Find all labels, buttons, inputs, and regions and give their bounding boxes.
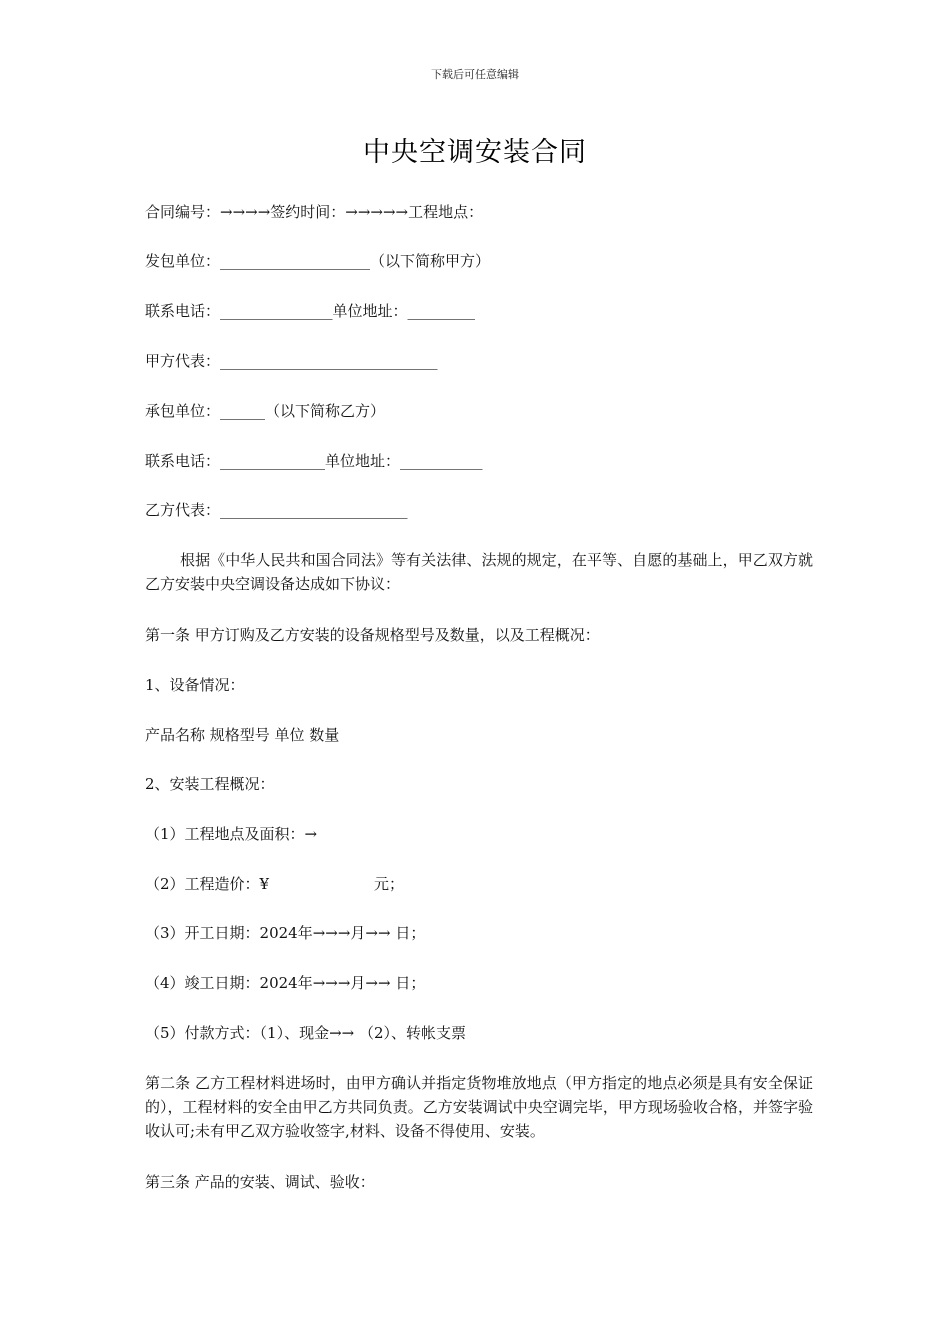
party-b-phone-line: 联系电话：______________单位地址：___________	[145, 452, 483, 470]
project-cost-line: （2）工程造价：¥ 元；	[145, 875, 404, 893]
contract-number-line: 合同编号：→→→→签约时间：→→→→→工程地点：	[145, 203, 484, 221]
completion-date-line: （4）竣工日期：2024年→→→月→→ 日；	[145, 974, 426, 992]
intro-paragraph: 根据《中华人民共和国合同法》等有关法律、法规的规定，在平等、自愿的基础上，甲乙双方就乙方安装中央空调设备达成如下协议：	[145, 551, 813, 593]
party-a-phone-line: 联系电话：_______________单位地址：_________	[145, 302, 476, 320]
start-date-line: （3）开工日期：2024年→→→月→→ 日；	[145, 924, 426, 942]
equipment-item-heading: 1、设备情况：	[145, 676, 245, 694]
article-2-paragraph: 第二条 乙方工程材料进场时，由甲方确认并指定货物堆放地点（甲方指定的地点必须是具有安全保证的），工程材料的安全由甲乙方共同负责。乙方安装调试中央空调完毕，甲方现场验收合格，并签字验收认可;未有甲乙双方验收签字,材料、设备不得使用、安装。	[145, 1074, 813, 1140]
article-3-heading: 第三条 产品的安装、调试、验收：	[145, 1173, 375, 1191]
party-a-unit-line: 发包单位：____________________（以下简称甲方）	[145, 252, 491, 270]
payment-method-line: （5）付款方式：（1）、现金→→ （2）、转帐支票	[145, 1024, 467, 1042]
party-a-representative-line: 甲方代表：_____________________________	[145, 352, 438, 370]
article-1-heading: 第一条 甲方订购及乙方安装的设备规格型号及数量，以及工程概况：	[145, 626, 600, 644]
party-b-unit-line: 承包单位：______（以下简称乙方）	[145, 402, 386, 420]
project-overview-heading: 2、安装工程概况：	[145, 775, 275, 793]
header-note: 下载后可任意编辑	[431, 68, 519, 81]
project-location-line: （1）工程地点及面积：→	[145, 825, 318, 843]
party-b-representative-line: 乙方代表：_________________________	[145, 501, 408, 519]
product-table-header: 产品名称 规格型号 单位 数量	[145, 726, 340, 744]
page-title: 中央空调安装合同	[363, 137, 587, 168]
